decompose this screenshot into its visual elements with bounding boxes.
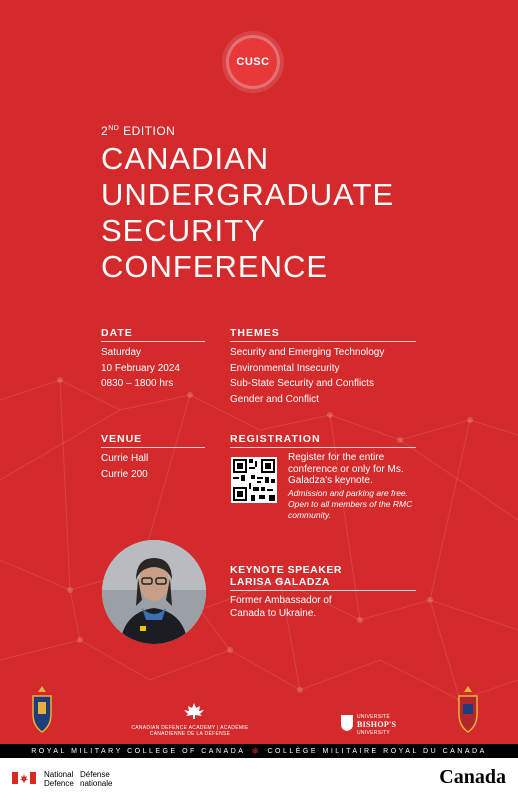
gov-label-en: National Defence: [44, 770, 74, 788]
cda-academy-logo-text: CANADIAN DEFENCE ACADEMY | ACADÉMIE CANADIENNE DE LA DÉFENSE: [131, 725, 249, 737]
maple-leaf-icon: ❄: [251, 745, 262, 756]
qr-code[interactable]: [231, 457, 277, 503]
venue-details: Currie Hall Currie 200: [101, 453, 149, 480]
page-title: CANADIAN UNDERGRADUATE SECURITY CONFERENCE: [101, 141, 395, 284]
maple-leaf-icon: [176, 702, 212, 720]
registration-text: Register for the entire conference or only for Ms. Galadza's keynote.: [288, 452, 404, 486]
bishops-top: UNIVERSITÉ: [357, 714, 391, 720]
keynote-description: Former Ambassador of Canada to Ukraine.: [230, 595, 332, 619]
keynote-heading: KEYNOTE SPEAKER LARISA GALADZA: [230, 564, 342, 588]
edition-label: 2ND EDITION: [101, 124, 176, 138]
bishops-name: BISHOP'S: [357, 720, 397, 729]
themes-heading: THEMES: [230, 327, 416, 342]
registration-note: Admission and parking are free. Open to all members of the RMC community.: [288, 488, 413, 520]
college-banner: ROYAL MILITARY COLLEGE OF CANADA ❄ COLLÈGE MILITAIRE ROYAL DU CANADA: [0, 744, 518, 758]
registration-heading: REGISTRATION: [230, 433, 416, 448]
venue-heading: VENUE: [101, 433, 205, 448]
bishops-bottom: UNIVERSITY: [357, 730, 391, 736]
date-heading: DATE: [101, 327, 205, 342]
gov-label-fr: Défense nationale: [80, 770, 113, 788]
themes-list: Security and Emerging Technology Environmental Insecurity Sub-State Security and Conflicts Gender and Conflict: [230, 347, 385, 405]
bishops-crest-icon: [340, 714, 354, 732]
cusc-logo: CUSC: [229, 38, 277, 86]
rmc-crest-icon: [30, 684, 54, 736]
canada-wordmark: Canada: [439, 766, 506, 788]
canada-flag-icon: [12, 772, 36, 784]
speaker-photo: [102, 540, 206, 644]
cmr-crest-icon: [456, 684, 480, 736]
keynote-divider: [230, 590, 416, 591]
speaker-portrait: [102, 540, 206, 644]
date-details: Saturday 10 February 2024 0830 – 1800 hrs: [101, 347, 180, 389]
